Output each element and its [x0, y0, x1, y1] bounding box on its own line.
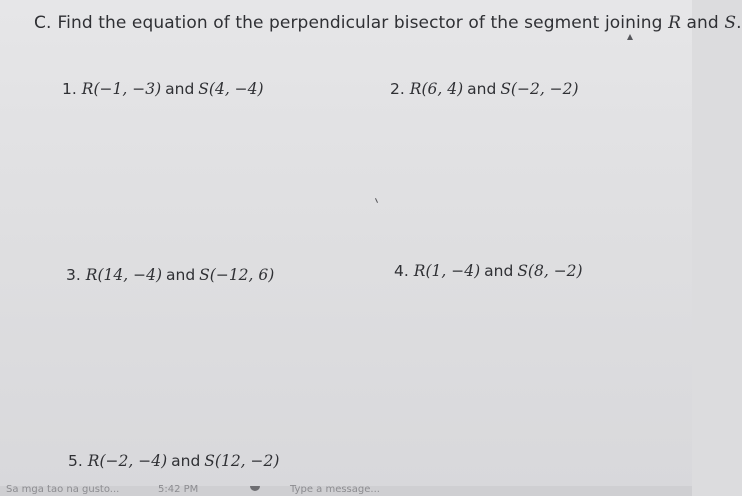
- section-label: C.: [34, 13, 52, 33]
- problem-number: 1.: [62, 80, 77, 98]
- message-preview[interactable]: Sa mga tao na gusto...: [6, 484, 120, 495]
- and-word: and: [165, 80, 195, 98]
- heading-var-s: S: [724, 13, 737, 33]
- problem-number: 3.: [66, 266, 81, 284]
- mouse-cursor-icon: [627, 34, 633, 40]
- problem-number: 4.: [394, 262, 409, 280]
- problem-5: [68, 452, 279, 470]
- and-word: and: [171, 452, 201, 470]
- point-s: S(4, −4): [198, 80, 264, 98]
- heading-text: Find the equation of the perpendicular bisector of the segment joining: [57, 13, 663, 33]
- heading-period: .: [736, 13, 742, 33]
- and-word: and: [484, 262, 514, 280]
- point-r: R(−1, −3): [81, 80, 162, 98]
- point-r: R(−2, −4): [87, 452, 168, 470]
- point-r: R(6, 4): [409, 80, 464, 98]
- heading-var-r: R: [668, 13, 681, 33]
- point-s: S(12, −2): [204, 452, 280, 470]
- and-word: and: [467, 80, 497, 98]
- problem-3: [66, 266, 274, 284]
- section-heading: [34, 13, 742, 33]
- heading-and: and: [686, 13, 719, 33]
- taskbar: [0, 486, 692, 496]
- problem-number: 5.: [68, 452, 83, 470]
- message-input[interactable]: Type a message...: [290, 484, 380, 495]
- problem-number: 2.: [390, 80, 405, 98]
- clock-time: 5:42 PM: [158, 484, 199, 495]
- notch-icon: [250, 486, 260, 491]
- and-word: and: [166, 266, 196, 284]
- point-s: S(−12, 6): [199, 266, 275, 284]
- point-r: R(1, −4): [413, 262, 481, 280]
- pen-mark: [375, 198, 378, 203]
- problem-2: [390, 80, 579, 98]
- point-r: R(14, −4): [85, 266, 162, 284]
- problem-4: [394, 262, 583, 280]
- point-s: S(−2, −2): [500, 80, 579, 98]
- problem-1: [62, 80, 264, 98]
- point-s: S(8, −2): [517, 262, 583, 280]
